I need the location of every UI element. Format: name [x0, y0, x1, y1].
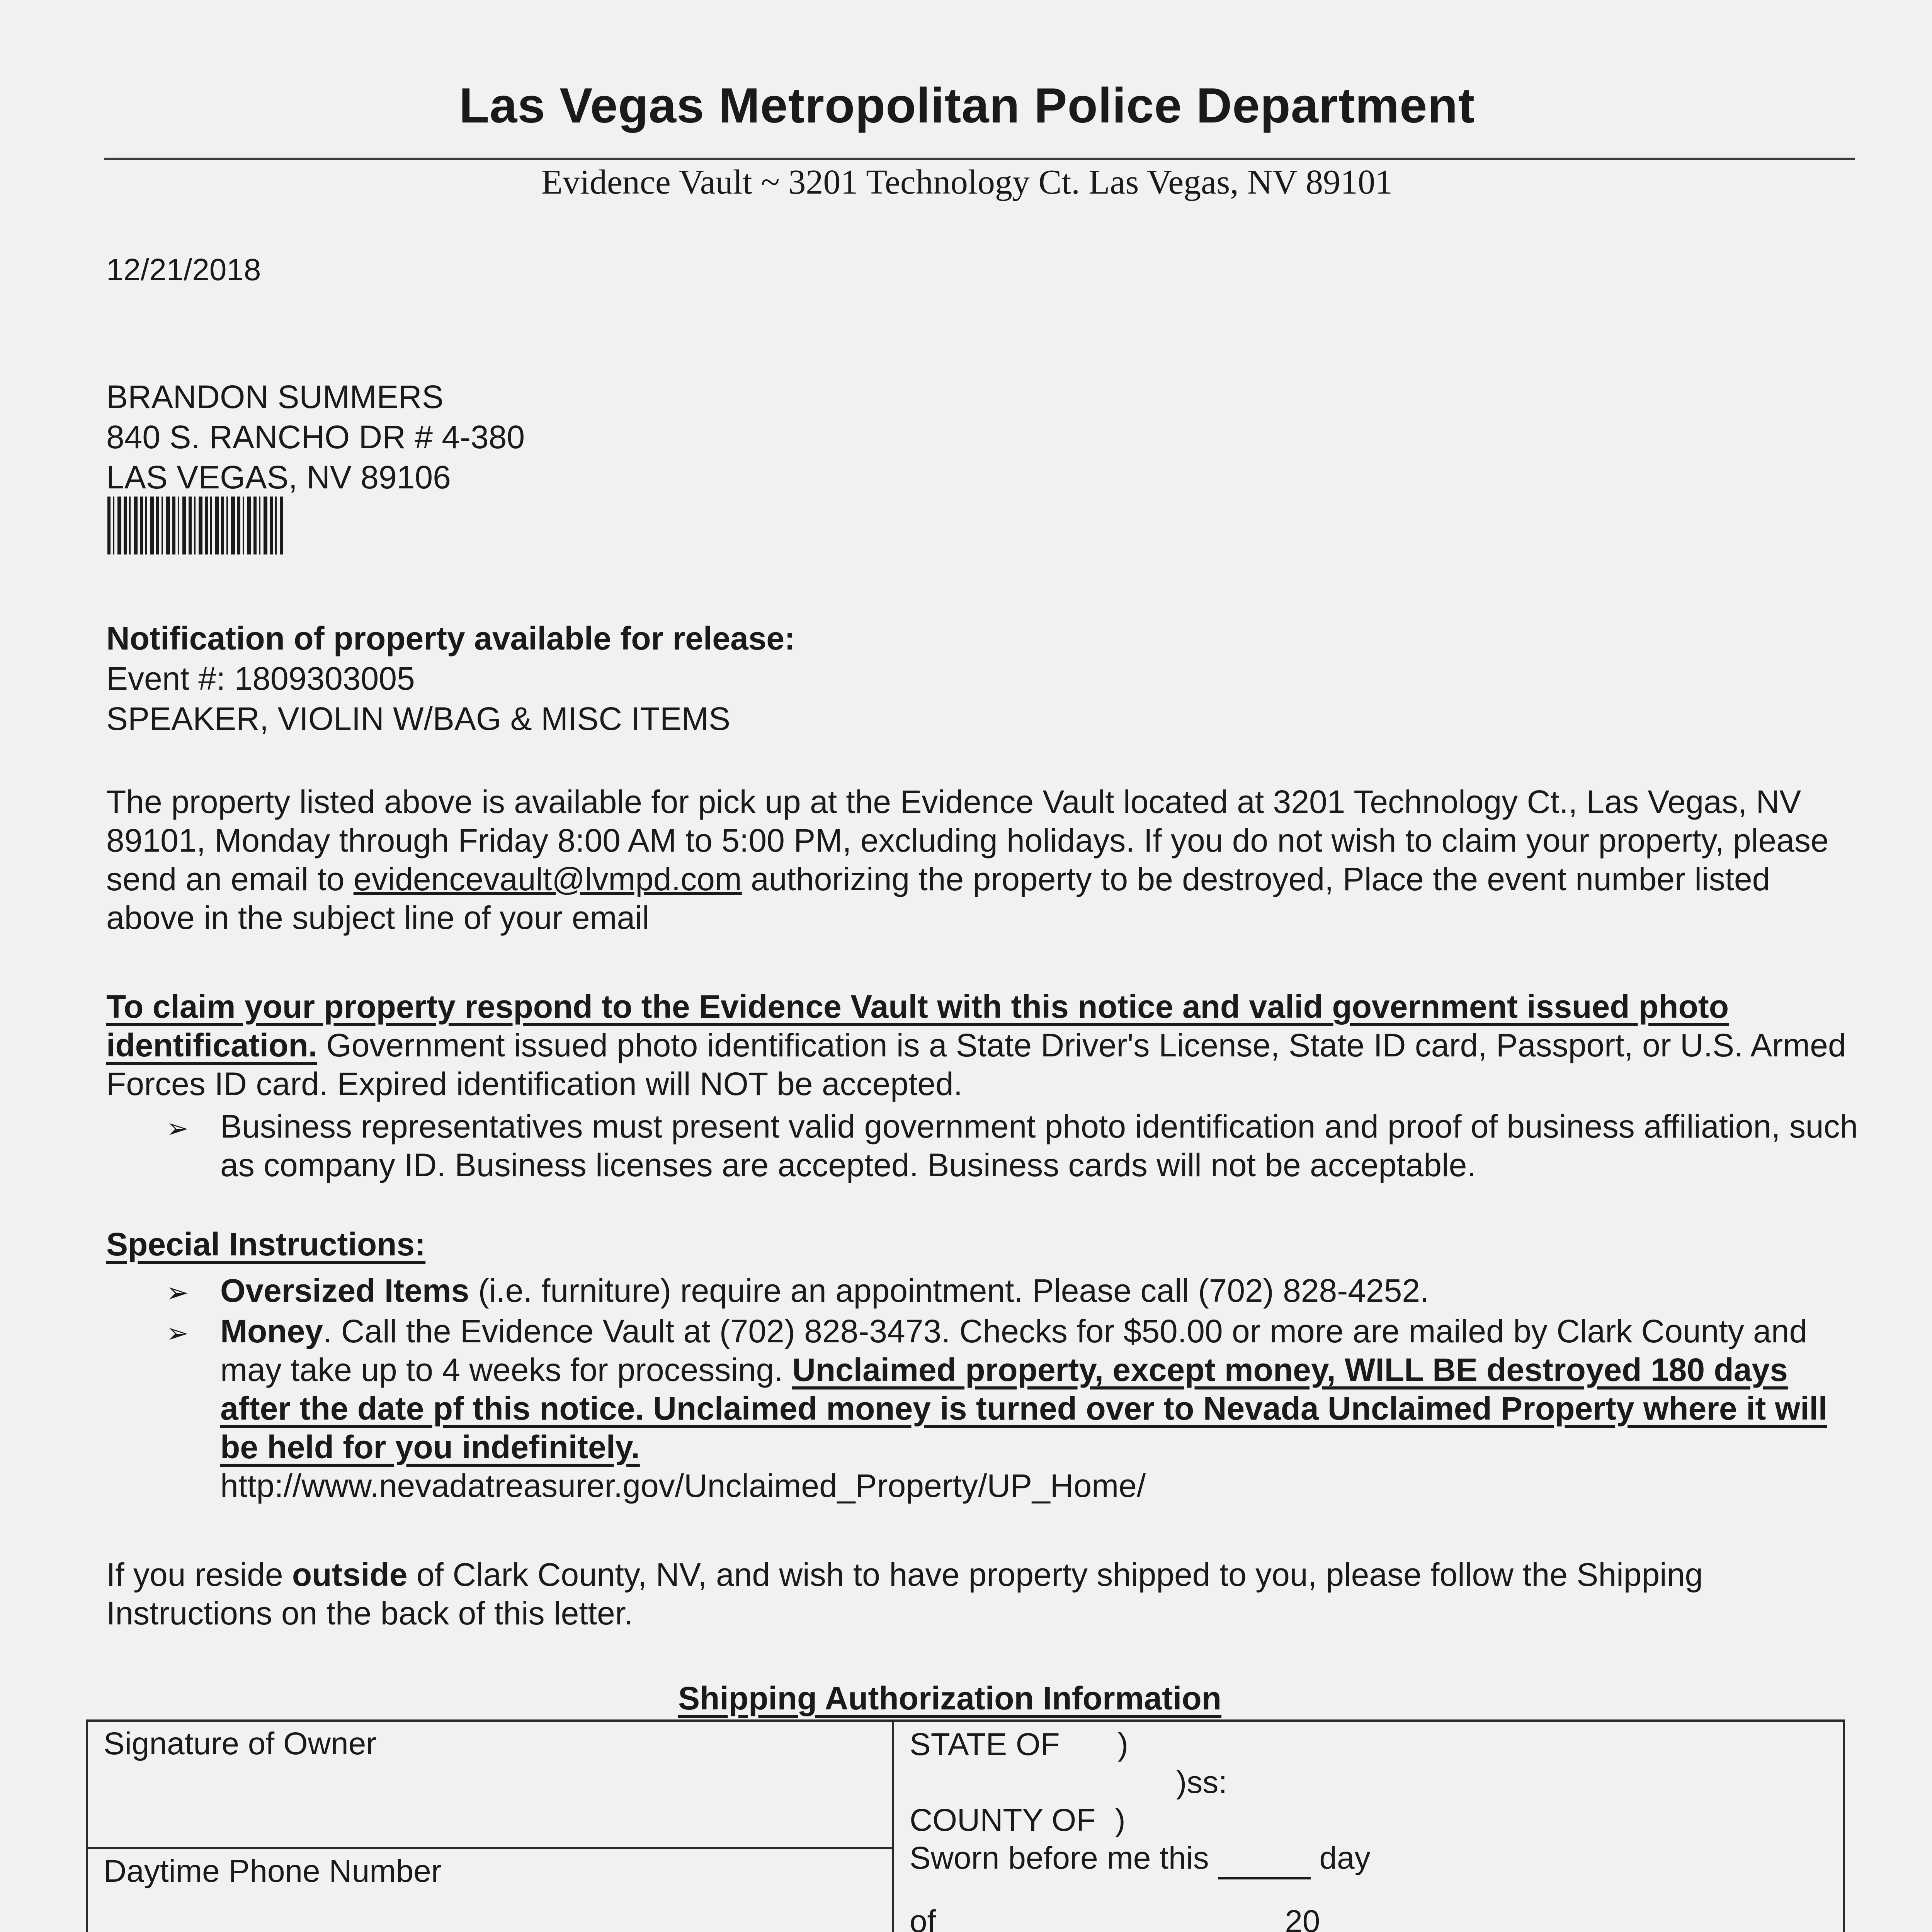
unclaimed-property-url[interactable]: http://www.nevadatreasurer.gov/Unclaimed_Property/UP_Home/	[220, 1468, 1146, 1504]
arrow-bullet-icon: ➢	[166, 1113, 189, 1143]
sworn-label: Sworn before me this	[910, 1840, 1209, 1876]
arrow-bullet-icon: ➢	[166, 1318, 189, 1348]
claim-id-text: Government issued photo identification is a State Driver's License, State ID card, Passport, or U.S. Armed Forces ID card. Expired identification will NOT be accepted.	[106, 1027, 1846, 1102]
pickup-text-end: authorizing the property to be destroyed, Place the event number listed above in the subject line of your email	[106, 861, 1770, 936]
recipient-name: BRANDON SUMMERS	[106, 379, 444, 415]
money-text: . Call the Evidence Vault at (702) 828-3473. Checks for $50.00 or more are mailed by Clark County and may take up to 4 weeks for processing.	[220, 1313, 1808, 1388]
month-field[interactable]	[945, 1903, 1285, 1932]
oversized-text: (i.e. furniture) require an appointment. Please call (702) 828-4252.	[469, 1272, 1429, 1309]
of-label: of	[910, 1904, 936, 1932]
outside-text-end: of Clark County, NV, and wish to have property shipped to you, please follow the Shipping Instructions on the back of this letter.	[106, 1556, 1703, 1631]
notification-block	[106, 618, 795, 739]
pickup-paragraph	[106, 782, 1861, 937]
header-divider	[104, 158, 1855, 160]
pickup-text: The property listed above is available for pick up at the Evidence Vault located at 3201 Technology Ct., Las Vegas, NV 89101, Monday through Friday 8:00 AM to 5:00 PM, excluding holidays. If you do not wish to claim your property, please send an email to	[106, 784, 1829, 897]
signature-field[interactable]	[87, 1721, 893, 1848]
business-rep-bullet: Business representatives must present valid government photo identification and proof of business affiliation, such as company ID. Business licenses are accepted. Business cards will not be acceptable.	[220, 1108, 1858, 1183]
claim-paragraph	[106, 987, 1861, 1103]
outside-text: If you reside	[106, 1556, 292, 1593]
money-label: Money	[220, 1313, 323, 1349]
oversized-items-bullet	[220, 1271, 1862, 1310]
special-instructions-heading: Special Instructions:	[106, 1226, 426, 1262]
evidence-vault-email-link[interactable]: evidencevault@lvmpd.com	[353, 861, 742, 897]
sworn-line	[910, 1839, 1827, 1879]
signature-label: Signature of Owner	[104, 1726, 377, 1761]
recipient-street: 840 S. RANCHO DR # 4-380	[106, 419, 525, 455]
barcode	[107, 497, 283, 554]
of-line	[910, 1903, 1827, 1932]
event-number: Event #: 1809303005	[106, 660, 415, 697]
day-label: day	[1319, 1840, 1371, 1876]
property-items: SPEAKER, VIOLIN W/BAG & MISC ITEMS	[106, 701, 730, 737]
oversized-label: Oversized Items	[220, 1272, 469, 1309]
notification-heading: Notification of property available for release:	[106, 620, 796, 656]
recipient-address	[106, 377, 525, 497]
unclaimed-warning: Unclaimed property, except money, WILL BE destroyed 180 days after the date pf this notice. Unclaimed money is turned over to Nevada Unclaimed Property where it will be held for you indefinitely.	[220, 1352, 1827, 1465]
ss-line: )ss:	[1176, 1765, 1228, 1800]
shipping-authorization-heading: Shipping Authorization Information	[678, 1680, 1222, 1716]
page-title: Las Vegas Metropolitan Police Department	[459, 78, 1475, 133]
header-subtitle: Evidence Vault ~ 3201 Technology Ct. Las Vegas, NV 89101	[541, 163, 1393, 201]
phone-field[interactable]	[87, 1848, 893, 1932]
sworn-day-field[interactable]	[1218, 1839, 1311, 1879]
state-of-label: STATE OF	[910, 1727, 1060, 1762]
letter-date: 12/21/2018	[106, 252, 261, 287]
state-of-line: STATE OF )	[910, 1727, 1129, 1762]
year-field[interactable]	[1320, 1903, 1413, 1932]
year-prefix: 20	[1285, 1904, 1320, 1932]
outside-emphasis: outside	[292, 1556, 408, 1593]
phone-label: Daytime Phone Number	[104, 1854, 442, 1889]
outside-county-paragraph	[106, 1555, 1861, 1633]
arrow-bullet-icon: ➢	[166, 1277, 189, 1308]
county-of-label: COUNTY OF	[910, 1803, 1096, 1838]
money-bullet	[220, 1312, 1862, 1505]
notary-section	[893, 1721, 1844, 1932]
county-of-line: COUNTY OF )	[910, 1803, 1126, 1838]
claim-requirement: To claim your property respond to the Evidence Vault with this notice and valid government issued photo identification.	[106, 988, 1729, 1063]
shipping-authorization-form	[86, 1719, 1845, 1932]
recipient-city: LAS VEGAS, NV 89106	[106, 459, 451, 495]
